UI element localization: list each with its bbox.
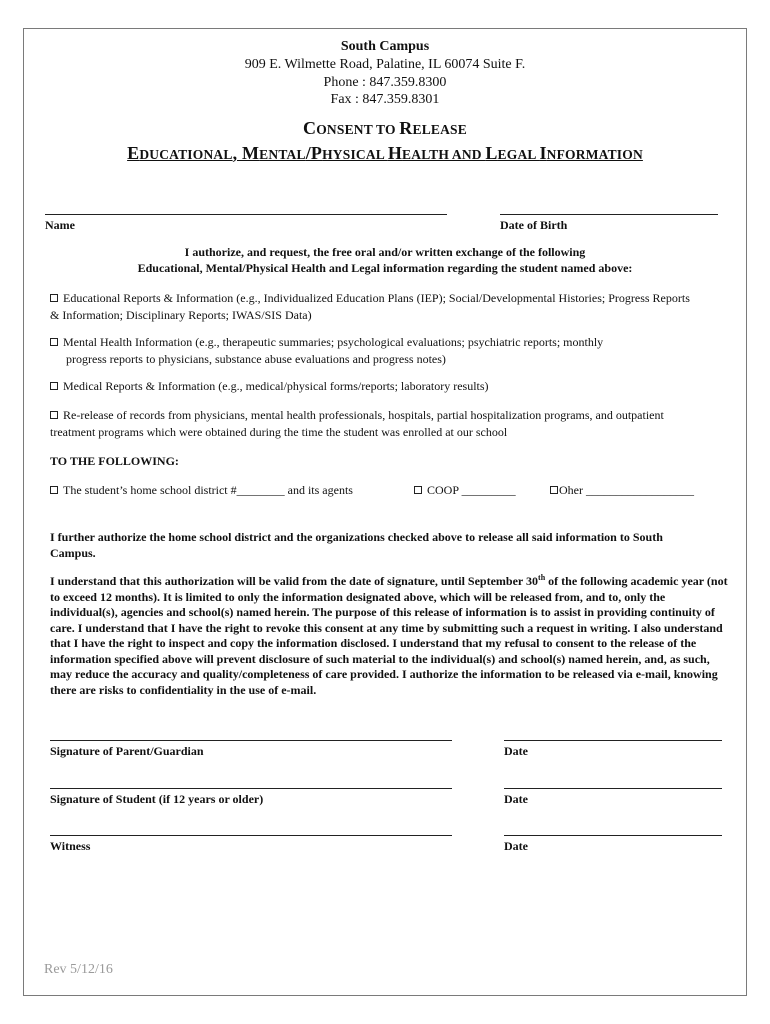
campus-address: 909 E. Wilmette Road, Palatine, IL 60074 Suite F.	[244, 57, 526, 72]
coop-checkbox[interactable]	[414, 486, 422, 494]
student-date-label: Date	[504, 792, 528, 806]
parent-date-field[interactable]	[504, 740, 722, 741]
understanding-paragraph: I understand that this authorization will be valid from the date of signature, until September 30th of the following academic year (not to exceed 12 months). It is limited to only the information designated above, which will be released from, and to, only the individual(s), agencies and school(s) named herein. The purpose of this release of information is to assist in providing continuity of care. I understand that I have the right to revoke this consent at any time by submitting such a request in writing. I also understand that I have the right to inspect and copy the information disclosed. I understand that my refusal to consent to the release of the information specified above will prevent disclosure of such material to the individual(s) and school(s) named herein, and, as such, may reduce the accuracy and quality/completeness of care provided. I authorize the information to be released via e-mail, knowing there are risks to confidentiality in the use of e-mail.	[50, 573, 728, 697]
educational-reports-checkbox[interactable]	[50, 294, 58, 302]
campus-phone: Phone : 847.359.8300	[323, 75, 447, 90]
authorize-intro-line1: I authorize, and request, the free oral and/or written exchange of the following	[184, 245, 586, 259]
authorize-intro-line2: Educational, Mental/Physical Health and Legal information regarding the student named above:	[137, 261, 633, 275]
other-checkbox[interactable]	[550, 486, 558, 494]
student-signature-field[interactable]	[50, 788, 452, 789]
name-label: Name	[45, 218, 75, 232]
form-subtitle: EDUCATIONAL, MENTAL/PHYSICAL HEALTH AND LEGAL INFORMATION	[127, 143, 643, 163]
revision-date: Rev 5/12/16	[44, 962, 113, 977]
recipients-heading: TO THE FOLLOWING:	[50, 454, 179, 468]
form-title: CONSENT TO RELEASE	[303, 118, 467, 138]
student-date-field[interactable]	[504, 788, 722, 789]
option-mental-health: Mental Health Information (e.g., therapeutic summaries; psychological evaluations; psychiatric reports; monthly progress reports to physicians, substance abuse evaluations and progress notes)	[50, 334, 603, 367]
consent-form-page	[23, 28, 747, 996]
home-district-checkbox[interactable]	[50, 486, 58, 494]
option-educational-reports: Educational Reports & Information (e.g., Individualized Education Plans (IEP); Social/Developmental Histories; Progress Reports & Information; Disciplinary Reports; IWAS/SIS Data)	[50, 291, 690, 322]
campus-name: South Campus	[340, 39, 430, 54]
parent-signature-field[interactable]	[50, 740, 452, 741]
parent-date-label: Date	[504, 744, 528, 758]
witness-date-label: Date	[504, 839, 528, 853]
date-of-birth-label: Date of Birth	[500, 218, 568, 232]
campus-fax: Fax : 847.359.8301	[330, 92, 440, 107]
name-field[interactable]	[45, 214, 447, 215]
witness-label: Witness	[50, 839, 91, 853]
date-of-birth-field[interactable]	[500, 214, 718, 215]
further-authorization-text: I further authorize the home school district and the organizations checked above to release all said information to South Campus.	[50, 530, 663, 560]
mental-health-checkbox[interactable]	[50, 338, 58, 346]
re-release-checkbox[interactable]	[50, 411, 58, 419]
witness-signature-field[interactable]	[50, 835, 452, 836]
recipient-other: Oher __________________	[550, 482, 694, 499]
parent-signature-label: Signature of Parent/Guardian	[50, 744, 204, 758]
witness-date-field[interactable]	[504, 835, 722, 836]
option-medical-reports: Medical Reports & Information (e.g., medical/physical forms/reports; laboratory results)	[50, 378, 489, 395]
student-signature-label: Signature of Student (if 12 years or older)	[50, 792, 264, 806]
medical-reports-checkbox[interactable]	[50, 382, 58, 390]
recipient-home-district: The student’s home school district #________ and its agents	[50, 482, 353, 499]
option-re-release: Re-release of records from physicians, mental health professionals, hospitals, partial hospitalization programs, and outpatient treatment programs which were obtained during the time the student was enrolled at our school	[50, 408, 664, 439]
recipient-coop: COOP _________	[414, 482, 516, 499]
